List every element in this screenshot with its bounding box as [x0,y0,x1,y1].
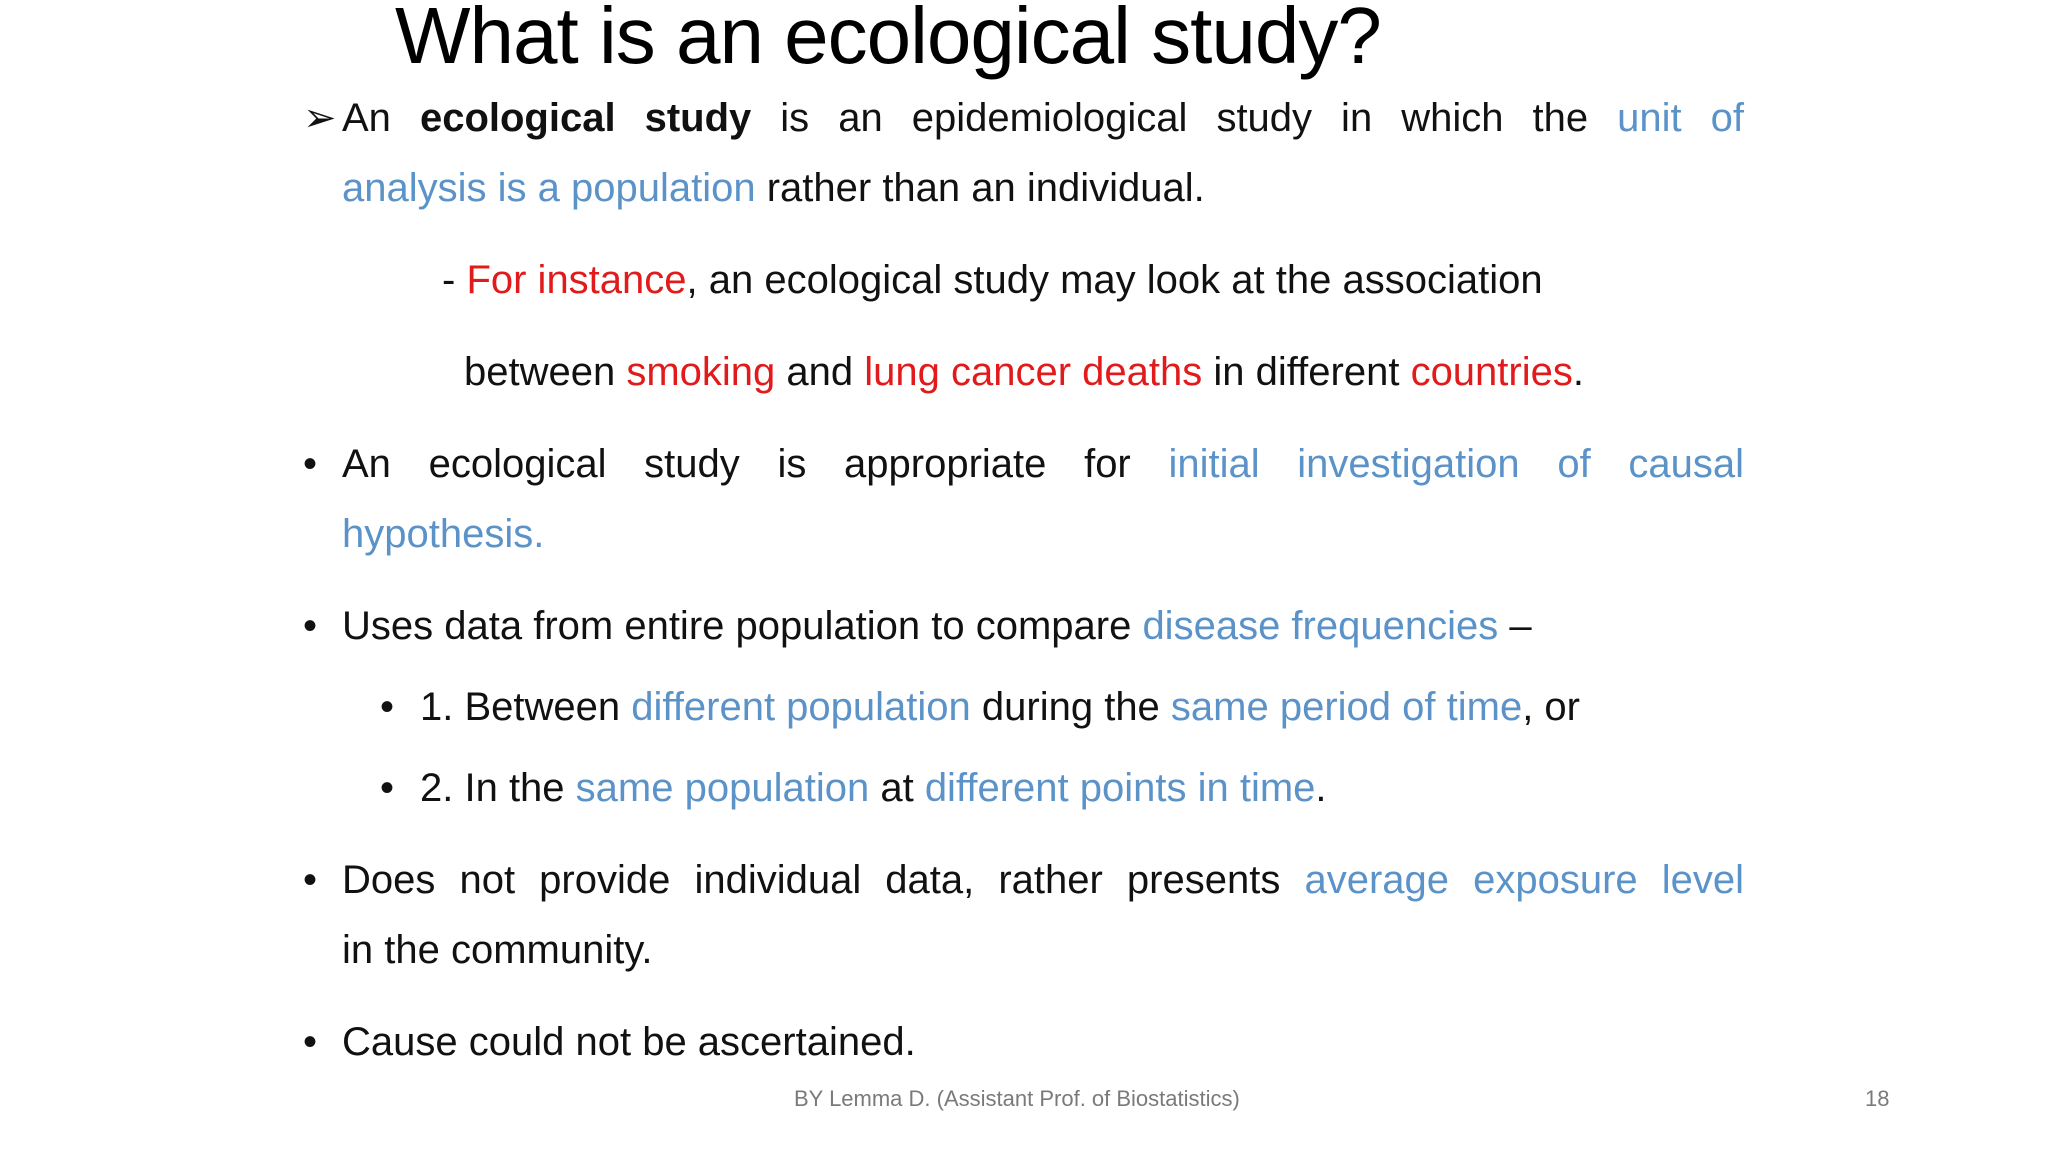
text-segment: An ecological study is appropriate for [342,442,1131,486]
text-segment: Uses data from entire population to compare [342,604,1143,648]
text-segment: 2. In the [420,766,576,810]
sub-bullet-dot-icon: • [380,685,395,729]
text-segment-bold: ecological study [419,96,752,140]
text-segment: An [342,96,391,140]
text-segment: during the [970,685,1171,729]
sub-bullet-1-line [420,683,1580,731]
bullet-2-line-1 [342,440,1744,488]
text-segment: . [1572,350,1584,394]
text-segment-highlight: different points in time [924,766,1316,810]
text-segment: Does not provide individual data, rather presents [342,858,1281,902]
text-segment: - [442,258,467,302]
bullet-dot-icon: • [303,604,318,648]
text-segment: between [464,350,627,394]
bullet-3-line [342,602,1532,650]
bullet-1-line-1 [342,94,1744,142]
arrow-bullet-icon: ➢ [303,96,337,140]
text-segment: at [869,766,925,810]
sub-bullet-dot-icon: • [380,766,395,810]
bullet-dot-icon: • [303,858,318,902]
text-segment-emphasis: smoking [626,350,776,394]
text-segment: is an epidemiological study in which the [780,96,1589,140]
text-segment-highlight: initial investigation of causal [1168,442,1744,486]
slide-title: What is an ecological study? [395,0,1381,80]
text-segment-emphasis: countries [1410,350,1573,394]
text-segment: , or [1522,685,1580,729]
sub-bullet-2-line [420,764,1327,812]
text-segment: , an ecological study may look at the association [686,258,1543,302]
example-line-2 [464,348,1584,396]
bullet-2-line-2: hypothesis. [342,512,545,556]
text-segment: in different [1202,350,1411,394]
text-segment-highlight: different population [631,685,971,729]
footer-author: BY Lemma D. (Assistant Prof. of Biostatistics) [794,1086,1240,1111]
bullet-5-line: Cause could not be ascertained. [342,1020,916,1064]
bullet-dot-icon: • [303,442,318,486]
text-segment: 1. Between [420,685,632,729]
example-line-1 [442,256,1543,304]
text-segment-highlight: analysis is a population [342,166,756,210]
text-segment: – [1498,604,1532,648]
footer-page-number: 18 [1865,1086,1890,1111]
text-segment-highlight: same population [575,766,870,810]
text-segment: and [775,350,865,394]
text-segment-emphasis: lung cancer deaths [864,350,1203,394]
bullet-1-line-2 [342,164,1205,212]
text-segment-highlight: unit of [1617,96,1744,140]
text-segment: rather than an individual. [755,166,1205,210]
text-segment-highlight: disease frequencies [1142,604,1499,648]
bullet-4-line-2: in the community. [342,928,653,972]
text-segment-emphasis: For instance [466,258,687,302]
bullet-4-line-1 [342,856,1744,904]
text-segment: . [1315,766,1327,810]
text-segment-highlight: average exposure level [1304,858,1744,902]
text-segment-highlight: same period of time [1170,685,1523,729]
bullet-dot-icon: • [303,1020,318,1064]
